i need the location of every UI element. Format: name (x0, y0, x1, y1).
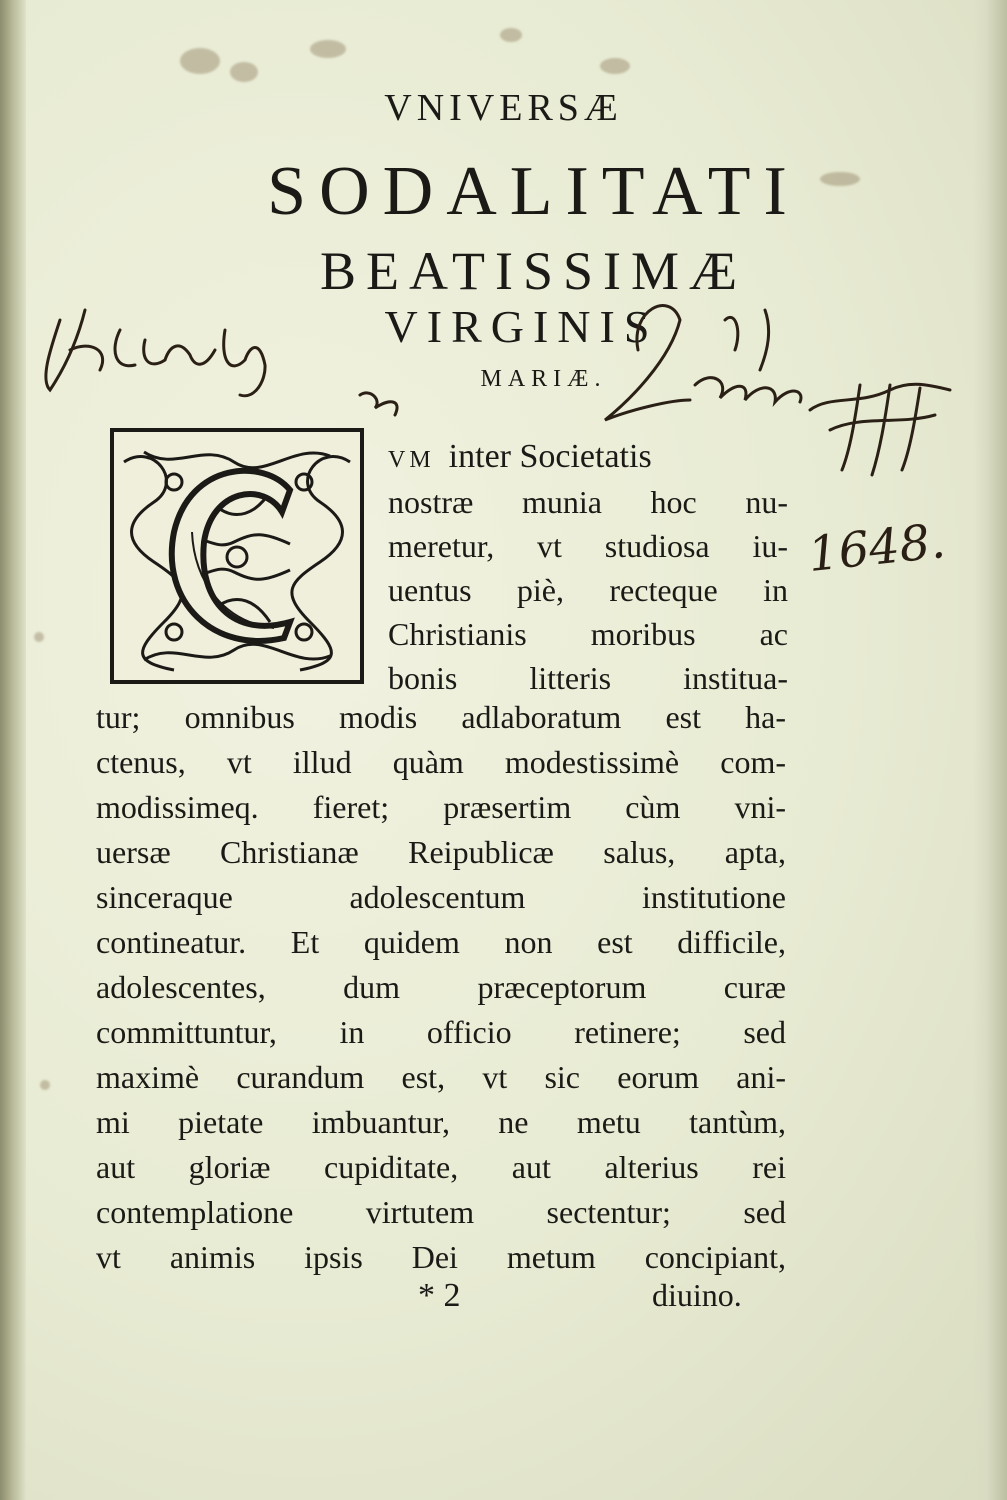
heading-line-2: SODALITATI (267, 153, 800, 230)
heading-line-5: MARIÆ. (480, 366, 607, 392)
first-line-smallcaps: VM (388, 447, 435, 473)
text-line: vt animis ipsis Dei metum concipiant, (96, 1239, 786, 1275)
text-line: mi pietate imbuantur, ne metu tantùm, (96, 1104, 786, 1140)
stain (34, 632, 44, 642)
stain (230, 62, 258, 82)
stain (40, 1080, 50, 1090)
heading-line-1: VNIVERSÆ (384, 87, 623, 129)
text-line: Christianis moribus ac (388, 616, 788, 652)
stain (600, 58, 630, 74)
catchword: diuino. (652, 1277, 742, 1313)
text-line: uersæ Christianæ Reipublicæ salus, apta, (96, 834, 786, 870)
handwritten-year: 1648. (805, 512, 948, 584)
signature-mark: * 2 (418, 1277, 461, 1314)
book-gutter (0, 0, 26, 1500)
text-line: maximè curandum est, vt sic eorum ani- (96, 1059, 786, 1095)
stain (180, 48, 220, 74)
first-line-rest: inter Societatis (448, 438, 652, 475)
text-line: ctenus, vt illud quàm modestissimè com- (96, 744, 786, 780)
text-line: contineatur. Et quidem non est difficile, (96, 924, 786, 960)
text-line: contemplatione virtutem sectentur; sed (96, 1194, 786, 1230)
text-line: aut gloriæ cupiditate, aut alterius rei (96, 1149, 786, 1185)
body-text (96, 695, 786, 1280)
text-line: tur; omnibus modis adlaboratum est ha- (96, 699, 786, 735)
text-line: uentus piè, recteque in (388, 572, 788, 608)
stain (500, 28, 522, 42)
text-line: modissimeq. fieret; præsertim cùm vni- (96, 789, 786, 825)
text-line: committuntur, in officio retinere; sed (96, 1014, 786, 1050)
text-line: meretur, vt studiosa iu- (388, 528, 788, 564)
heading-line-4: VIRGINIS (384, 301, 659, 352)
text-line: sinceraque adolescentum institutione (96, 879, 786, 915)
heading-line-3: BEATISSIMÆ (319, 241, 748, 301)
stain (310, 40, 346, 58)
text-line: nostræ munia hoc nu- (388, 484, 788, 520)
text-line: adolescentes, dum præceptorum curæ (96, 969, 786, 1005)
text-line: bonis litteris institua- (388, 660, 788, 696)
